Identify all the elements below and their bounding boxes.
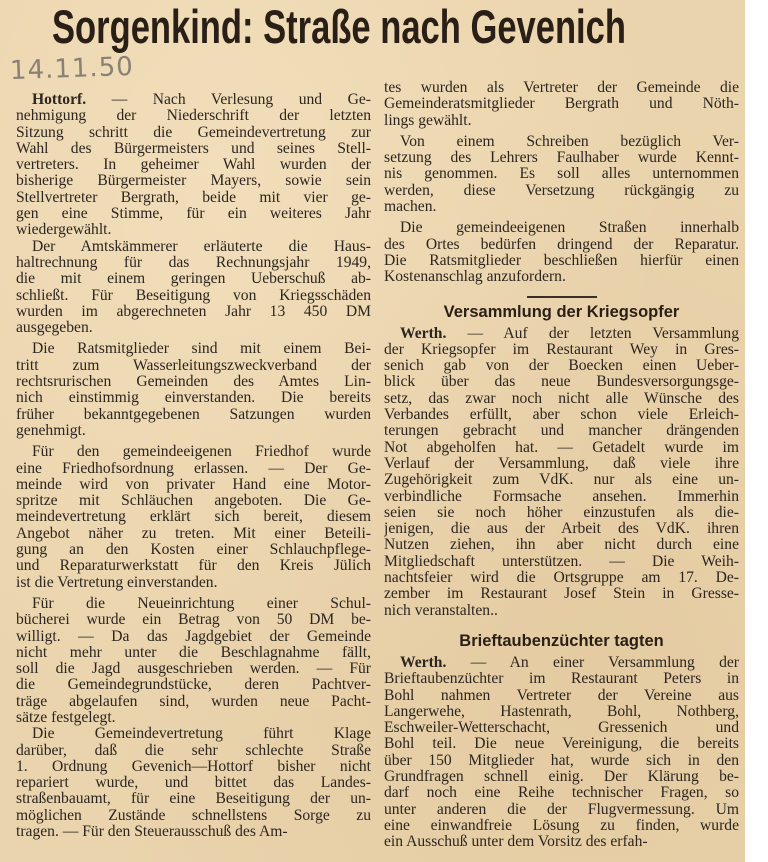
text-line: nis genommen. Es soll alles unternommen [384,166,739,183]
text-line: unter anderen die der Flugvermessung. Um [384,801,739,818]
text-line: Die Ratsmitglieder sind mit einem Bei- [32,341,371,358]
text-line: tes wurden als Vertreter der Gemeinde die [384,80,739,96]
article-heading-kriegsopfer: Versammlung der Kriegsopfer [443,302,680,321]
paragraph [384,80,739,129]
text-line: darüber, daß die sehr schlechte Straße [16,742,371,759]
text-line: Langerwehe, Hastenrath, Bohl, Nothberg, [384,703,739,720]
text-line: Von einem Schreiben bezüglich Ver- [400,133,739,150]
text-line: Bohl nahmen Vertreter der Vereine aus [384,687,739,704]
text-line: gung an den Kosten einer Schlauchpflege- [16,542,371,559]
text-line: nich einstimmig einverstanden. Die bereits [16,390,371,407]
text-line: werden, diese Versetzung rückgängig zu [384,182,739,199]
text-line: Brieftaubenzüchter im Restaurant Peters in [384,671,739,688]
text-line: lings gewählt. [384,112,472,129]
text-line: verbindliche Formsache ansehen. Immerhin [384,488,739,505]
text-line: träge abgelaufen sind, wurden neue Pacht- [16,693,371,710]
paragraph [384,134,739,215]
text-line: schließt. Für Beseitigung von Kriegsschäden [16,287,371,304]
text-line: wiedergewählt. [16,222,112,239]
dateline: Werth. [400,654,447,671]
text-line [384,326,739,342]
section-divider [527,296,597,298]
text-line: Sitzung schritt die Gemeindevertretung zur [16,124,371,141]
text-line: ist die Vertretung einverstanden. [16,574,218,591]
paragraph [16,341,371,439]
text-line: Wahl des Bürgermeisters und seines Stell- [16,140,371,157]
text-line: nich veranstalten.. [384,602,498,619]
text-line: Die Gemeindevertretung führt Klage [32,726,371,743]
text-line: ein Ausschuß unter dem Vorsitz des erfah- [384,834,648,851]
line-text: — Auf der letzten Versammlung [446,325,739,342]
text-line: bücherei wurde ein Betrag von 50 DM be- [16,612,371,629]
text-line: nachtsfeier wird die Ortsgruppe am 17. De- [384,570,739,587]
text-line: senich gab von der Boecken einen Ueber- [384,358,739,375]
text-line: Für den gemeindeeigenen Friedhof wurde [32,444,371,461]
text-line [384,655,739,671]
text-line: Mitgliedschaft unterstützen. — Die Weih- [384,553,739,570]
text-line: des Ortes bedürfen dringend der Reparatur. [384,236,739,253]
handwritten-date: 14.11.50 [9,51,135,87]
paragraph [16,596,371,726]
text-line: Bohl teil. Die neue Vereinigung, die bereits [384,736,739,753]
text-line: repariert wurde, und bittet das Landes- [16,775,371,792]
article-brieftauben [384,655,739,851]
text-line: gen eine Stimme, für ein weiteres Jahr [16,206,371,223]
text-line: Stellvertreter Bergrath, beide mit vier ge- [16,189,371,206]
text-line: wurden im abgerechneten Jahr 13 450 DM [16,303,371,320]
text-line: setzung des Lehrers Faulhaber wurde Kennt- [384,150,739,167]
text-line: tritt zum Wasserleitungszweckverband der [16,357,371,374]
text-line: 1. Ordnung Gevenich—Hottorf bisher nicht [16,758,371,775]
article-heading-brieftauben: Brieftaubenzüchter tagten [459,631,664,650]
text-line: rechtsrurischen Gemeinden des Amtes Lin- [16,374,371,391]
text-line: Not abgeholfen hat. — Getadelt wurde im [384,439,739,456]
text-line: genehmigt. [16,422,86,439]
text-line: Zugehörigkeit zum VdK. nur als eine un- [384,472,739,489]
line-text: — Nach Verlesung und Ge- [86,92,371,108]
text-line: eine Friedhofsordnung erlassen. — Der Ge- [16,460,371,477]
text-line: und Reparaturwerkstatt für den Kreis Jülich [16,558,371,575]
dateline: Werth. [400,325,447,342]
text-line: spritze mit Schläuchen angeboten. Die Ge- [16,493,371,510]
text-line: vertreters. In geheimer Wahl wurden der [16,157,371,174]
text-line: die Gemeindegrundstücke, deren Pachtver- [16,677,371,694]
text-line [16,92,371,108]
text-line: haltrechnung für das Rechnungsjahr 1949, [16,254,371,271]
text-line: soll die Jagd ausgeschrieben werden. — Für [16,661,371,678]
text-line: machen. [384,199,437,216]
text-line: Verlauf der Versammlung, daß viele ihre [384,455,739,472]
headline: Sorgenkind: Straße nach Gevenich [52,0,626,53]
text-line: Die Ratsmitglieder beschließen hierfür einen [384,252,739,269]
article-kriegsopfer [384,326,739,619]
text-line: bisherige Bürgermeister Mayers, sowie sein [16,173,371,190]
text-line: sätze festgelegt. [16,709,116,726]
left-column [16,92,371,840]
text-line: nehmigung der Niederschrift der letzten [16,108,371,125]
paragraph [16,239,371,337]
text-line: über 150 Mitglieder hat, wurde sich in den [384,752,739,769]
text-line: blick über das neue Bundesversorgungsge- [384,374,739,391]
line-text: — An einer Versammlung der [446,654,739,671]
text-line: meinde wird von privater Hand eine Motor- [16,476,371,493]
text-line: Gemeinderatsmitglieder Bergrath und Nöth- [384,96,739,113]
text-line: nicht mehr unter die Beschlagnahme fällt, [16,644,371,661]
paragraph [16,92,371,239]
text-line: willigt. — Da das Jagdgebiet der Gemeinde [16,628,371,645]
text-line: darf noch eine Reihe technischer Fragen, so [384,785,739,802]
text-line: Verbandes erfüllt, aber schon viele Erleich- [384,407,739,424]
text-line: terungen gebracht und mancher drängenden [384,423,739,440]
text-line: tragen. — Für den Steuerausschuß des Am- [16,824,288,841]
text-line: Angebot näher zu treten. Mit einer Beteili- [16,525,371,542]
text-line: möglichen Zustände schnellstens Sorge zu [16,807,371,824]
text-line: eine einwandfreie Lösung zu finden, wurde [384,817,739,834]
dateline: Hottorf. [32,92,87,108]
text-line: früher bekanntgegebenen Satzungen wurden [16,406,371,423]
text-line: jenigen, die aus der Arbeit des VdK. ihren [384,521,739,538]
text-line: Kostenanschlag anzufordern. [384,269,566,286]
text-line: ausgegeben. [16,320,93,337]
text-line: zember im Restaurant Josef Stein in Gresse- [384,586,739,603]
text-line: Die gemeindeeigenen Straßen innerhalb [400,220,739,237]
text-line: der Kriegsopfer im Restaurant Wey in Gres- [384,341,739,358]
text-line: meindevertretung erklärt sich bereit, diesem [16,509,371,526]
text-line: setz, das zwar noch nicht alle Wünsche des [384,390,739,407]
text-line: seien sie noch höher einzustufen als die- [384,504,739,521]
text-line: Nutzen ziehen, ihn aber nicht durch eine [384,537,739,554]
paragraph [384,220,739,285]
text-line: straßenbauamt, für eine Beseitigung der un- [16,791,371,808]
text-line: die mit einem geringen Ueberschuß ab- [16,271,371,288]
text-line: Der Amtskämmerer erläuterte die Haus- [32,238,371,255]
text-line: Eschweiler-Wetterschacht, Gressenich und [384,720,739,737]
right-column [384,80,739,850]
text-line: Grundfragen schnell einig. Der Klärung be- [384,768,739,785]
paragraph [16,444,371,591]
paragraph [16,726,371,840]
text-line: Für die Neueinrichtung einer Schul- [32,595,371,612]
